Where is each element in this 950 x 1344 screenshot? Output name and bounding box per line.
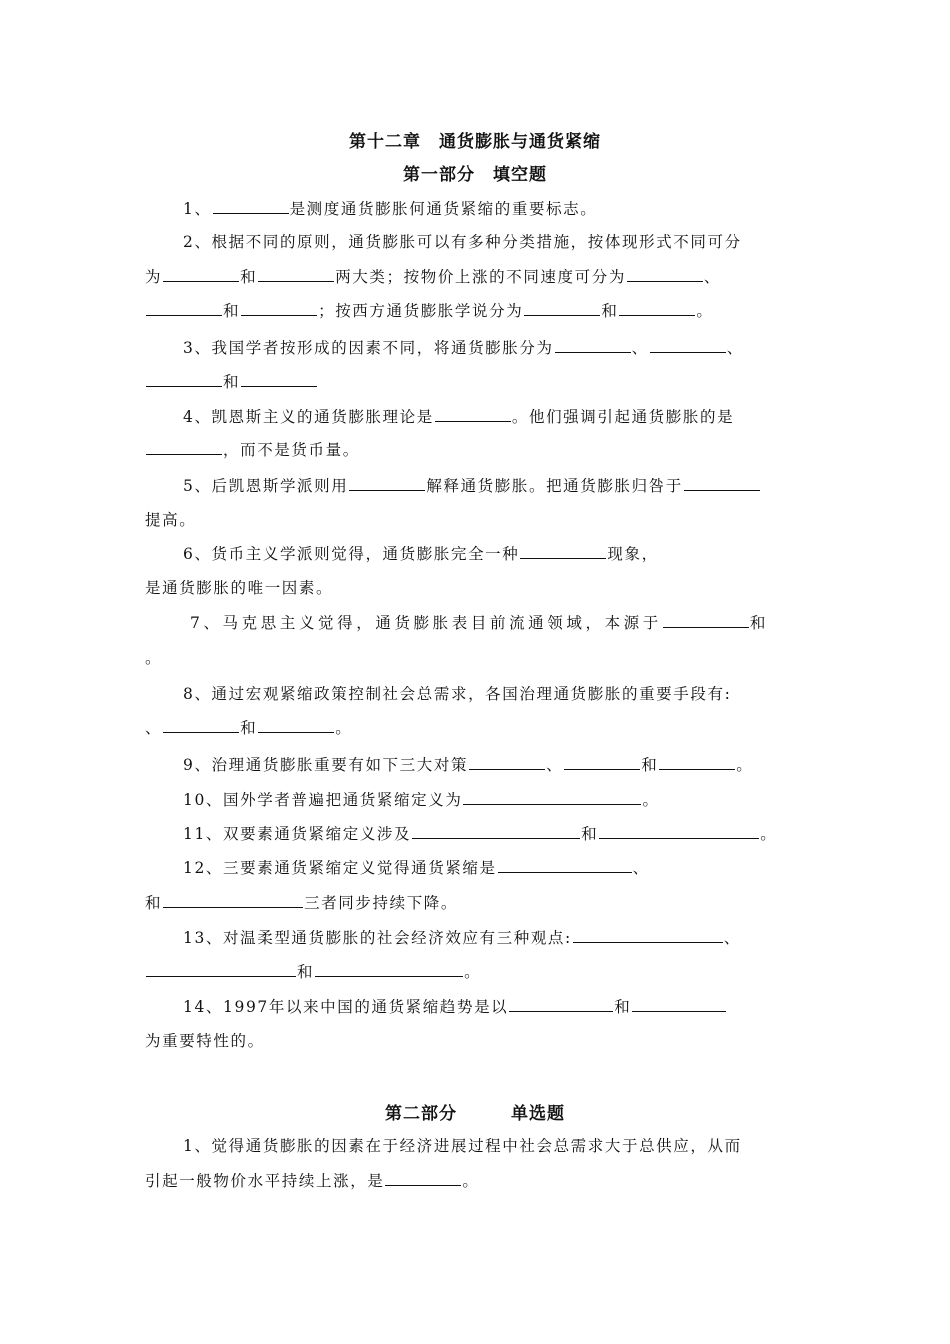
question-14: 14、1997年以来中国的通货紧缩趋势是以 和 [183,995,727,1017]
answer-blank[interactable] [463,789,641,805]
answer-blank[interactable] [469,754,545,770]
question-12-line2: 和 三者同步持续下降。 [145,894,459,912]
answer-blank[interactable] [619,300,695,316]
answer-blank[interactable] [524,300,600,316]
answer-blank[interactable] [435,406,511,422]
mc-question-1-line2: 引起一般物价水平持续上涨，是 。 [145,1172,480,1190]
part2-heading: 第二部分 单选题 [385,1104,565,1124]
question-5: 5、后凯恩斯学派则用 解释通货膨胀。把通货膨胀归咎于 [183,474,761,496]
question-8-line2: 、 和 。 [145,719,353,737]
question-2-line3: 和 ；按西方通货膨胀学说分为 和 。 [145,299,714,321]
question-4: 4、凯恩斯主义的通货膨胀理论是 。他们强调引起通货膨胀的是 [183,408,735,426]
answer-blank[interactable] [146,371,222,387]
answer-blank[interactable] [599,823,759,839]
answer-blank[interactable] [163,717,239,733]
answer-blank[interactable] [650,337,726,353]
question-12: 12、三要素通货紧缩定义觉得通货紧缩是 、 [183,859,650,877]
question-7-line2: 。 [145,649,163,667]
question-2: 2、根据不同的原则，通货膨胀可以有多种分类措施，按体现形式不同可分 [183,233,742,251]
answer-blank[interactable] [573,927,723,943]
answer-blank[interactable] [632,996,726,1012]
answer-blank[interactable] [684,475,760,491]
chapter-title: 第十二章 通货膨胀与通货紧缩 [349,132,601,152]
answer-blank[interactable] [385,1170,461,1186]
answer-blank[interactable] [349,475,425,491]
answer-blank[interactable] [146,961,296,977]
question-14-line2: 为重要特性的。 [145,1032,265,1050]
answer-blank[interactable] [258,266,334,282]
question-8: 8、通过宏观紧缩政策控制社会总需求，各国治理通货膨胀的重要手段有: [183,685,732,703]
answer-blank[interactable] [258,717,334,733]
question-1: 1、 是测度通货膨胀何通货紧缩的重要标志。 [183,200,598,218]
answer-blank[interactable] [241,371,317,387]
question-10: 10、国外学者普遍把通货紧缩定义为 。 [183,791,660,809]
question-2-line2: 为 和 两大类；按物价上涨的不同速度可分为 、 [145,268,722,286]
question-6: 6、货币主义学派则觉得，通货膨胀完全一种 现象， [183,545,659,563]
question-11: 11、双要素通货紧缩定义涉及 和 。 [183,825,778,843]
question-13: 13、对温柔型通货膨胀的社会经济效应有三种观点: 、 [183,929,741,947]
answer-blank[interactable] [146,439,222,455]
answer-blank[interactable] [412,823,580,839]
part1-heading: 第一部分 填空题 [403,165,547,185]
question-13-line2: 和 。 [145,960,481,982]
question-5-line2: 提高。 [145,511,197,529]
question-3-line2: 和 [145,370,318,392]
question-6-line2: 是通货膨胀的唯一因素。 [145,579,334,597]
answer-blank[interactable] [663,612,749,628]
answer-blank[interactable] [163,892,303,908]
answer-blank[interactable] [315,961,463,977]
answer-blank[interactable] [146,300,222,316]
question-4-line2: ，而不是货币量。 [145,438,360,460]
answer-blank[interactable] [213,198,289,214]
answer-blank[interactable] [564,754,640,770]
answer-blank[interactable] [520,543,606,559]
answer-blank[interactable] [627,266,703,282]
answer-blank[interactable] [555,337,631,353]
answer-blank[interactable] [498,857,632,873]
mc-question-1: 1、觉得通货膨胀的因素在于经济进展过程中社会总需求大于总供应，从而 [183,1137,742,1155]
question-7: 7、马克思主义觉得，通货膨胀表目前流通领域，本源于 和 [190,614,769,632]
question-9: 9、治理通货膨胀重要有如下三大对策 、 和 。 [183,756,754,774]
answer-blank[interactable] [509,996,613,1012]
answer-blank[interactable] [241,300,317,316]
question-3: 3、我国学者按形成的因素不同，将通货膨胀分为 、 、 [183,339,744,357]
answer-blank[interactable] [163,266,239,282]
answer-blank[interactable] [659,754,735,770]
